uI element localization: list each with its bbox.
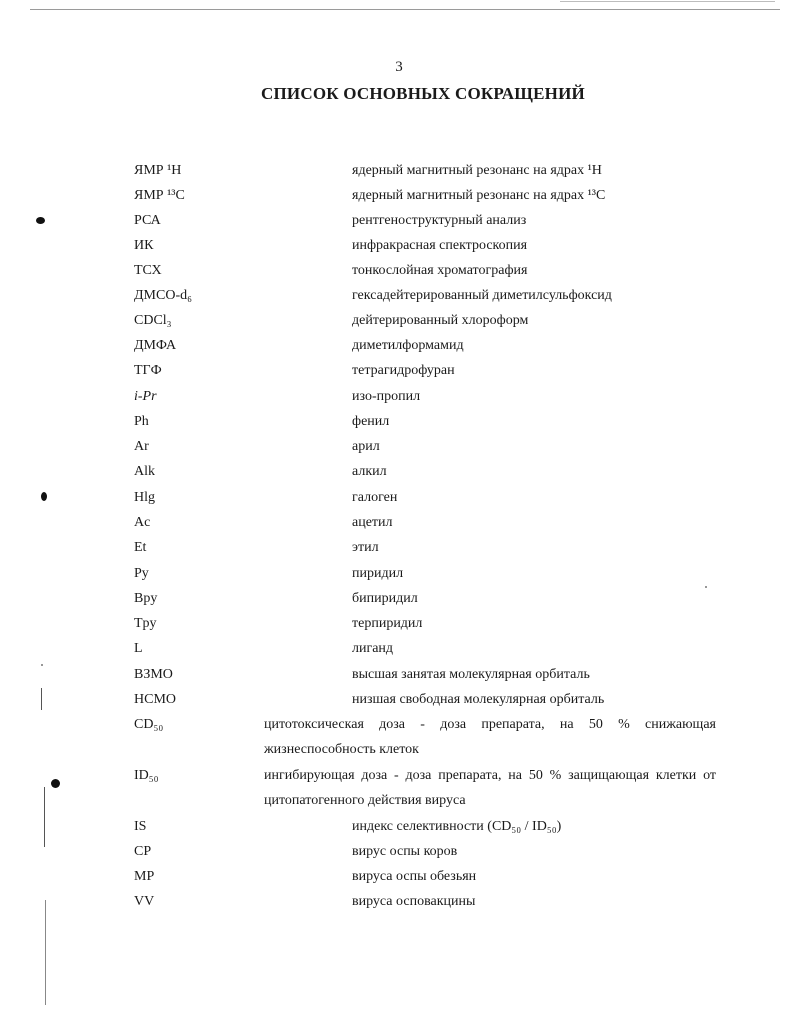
binding-hole-mark bbox=[51, 779, 60, 788]
list-item bbox=[0, 213, 798, 237]
abbreviation: ЯМР ¹H bbox=[134, 163, 182, 178]
margin-scan-line bbox=[45, 900, 46, 1005]
list-item bbox=[0, 844, 798, 868]
list-item bbox=[0, 188, 798, 212]
list-item bbox=[0, 288, 798, 312]
abbreviation: L bbox=[134, 641, 143, 656]
abbreviation: Tpy bbox=[134, 616, 157, 631]
list-item bbox=[0, 566, 798, 590]
list-item bbox=[0, 641, 798, 665]
list-item bbox=[0, 894, 798, 918]
margin-scan-line bbox=[44, 787, 45, 847]
definition: ядерный магнитный резонанс на ядрах ¹H bbox=[352, 163, 602, 178]
abbreviation: РСА bbox=[134, 213, 161, 228]
abbreviation: ИК bbox=[134, 238, 154, 253]
definition-continuation: цитопатогенного действия вируса bbox=[264, 793, 466, 808]
definition: алкил bbox=[352, 464, 387, 479]
definition: пиридил bbox=[352, 566, 404, 581]
margin-scan-line bbox=[41, 688, 42, 710]
binding-hole-mark bbox=[41, 492, 47, 501]
list-item bbox=[0, 515, 798, 539]
scan-edge-line bbox=[30, 9, 780, 10]
list-item bbox=[0, 768, 798, 818]
abbreviation: ТСХ bbox=[134, 263, 162, 278]
abbreviation: НСМО bbox=[134, 692, 177, 707]
abbreviation: ID₅₀ bbox=[134, 768, 159, 783]
list-item bbox=[0, 616, 798, 640]
abbreviation: Ar bbox=[134, 439, 149, 454]
definition: вируса оспы обезьян bbox=[352, 869, 477, 884]
list-item bbox=[0, 464, 798, 488]
page-title: СПИСОК ОСНОВНЫХ СОКРАЩЕНИЙ bbox=[261, 84, 585, 103]
list-item bbox=[0, 414, 798, 438]
definition: низшая свободная молекулярная орбиталь bbox=[352, 692, 605, 707]
list-item bbox=[0, 692, 798, 716]
definition: тетрагидрофуран bbox=[352, 363, 455, 378]
abbreviation: Alk bbox=[134, 464, 155, 479]
list-item bbox=[0, 263, 798, 287]
abbreviation: MP bbox=[134, 869, 155, 884]
definition: фенил bbox=[352, 414, 390, 429]
scan-speck bbox=[705, 586, 707, 588]
definition: галоген bbox=[352, 490, 398, 505]
definition: вирус оспы коров bbox=[352, 844, 458, 859]
definition: цитотоксическая доза - доза препарата, на 50 % снижающая bbox=[264, 717, 716, 732]
list-item bbox=[0, 540, 798, 564]
definition: высшая занятая молекулярная орбиталь bbox=[352, 667, 590, 682]
definition: ацетил bbox=[352, 515, 393, 530]
list-item bbox=[0, 591, 798, 615]
list-item bbox=[0, 338, 798, 362]
definition: этил bbox=[352, 540, 379, 555]
abbreviation: VV bbox=[134, 894, 155, 909]
abbreviation: Et bbox=[134, 540, 147, 555]
abbreviation: ВЗМО bbox=[134, 667, 173, 682]
list-item bbox=[0, 869, 798, 893]
definition-continuation: жизнеспособность клеток bbox=[264, 742, 419, 757]
definition: гексадейтерированный диметилсульфоксид bbox=[352, 288, 612, 303]
definition: лиганд bbox=[352, 641, 394, 656]
abbreviation: i-Pr bbox=[134, 389, 157, 404]
definition: диметилформамид bbox=[352, 338, 464, 353]
list-item bbox=[0, 238, 798, 262]
scan-edge-line bbox=[560, 1, 775, 2]
definition: индекс селективности (CD₅₀ / ID₅₀) bbox=[352, 819, 562, 834]
list-item bbox=[0, 313, 798, 337]
abbreviation: ТГФ bbox=[134, 363, 162, 378]
definition: тонкослойная хроматография bbox=[352, 263, 528, 278]
abbreviation: Ph bbox=[134, 414, 149, 429]
abbreviation: CDCl₃ bbox=[134, 313, 172, 328]
list-item bbox=[0, 363, 798, 387]
abbreviation: ДМСО-d₆ bbox=[134, 288, 192, 303]
list-item bbox=[0, 163, 798, 187]
definition: бипиридил bbox=[352, 591, 418, 606]
binding-hole-mark bbox=[36, 217, 45, 224]
abbreviation: ЯМР ¹³C bbox=[134, 188, 185, 203]
definition: дейтерированный хлороформ bbox=[352, 313, 529, 328]
definition: ингибирующая доза - доза препарата, на 50 % защищающая клетки от bbox=[264, 768, 716, 783]
abbreviation: ДМФА bbox=[134, 338, 177, 353]
page-number: 3 bbox=[395, 59, 403, 75]
definition: изо-пропил bbox=[352, 389, 421, 404]
list-item bbox=[0, 389, 798, 413]
definition: рентгеноструктурный анализ bbox=[352, 213, 527, 228]
list-item bbox=[0, 819, 798, 843]
abbreviation: IS bbox=[134, 819, 147, 834]
list-item bbox=[0, 667, 798, 691]
definition: ядерный магнитный резонанс на ядрах ¹³C bbox=[352, 188, 606, 203]
scan-speck bbox=[41, 664, 43, 666]
abbreviation: Ac bbox=[134, 515, 151, 530]
definition: терпиридил bbox=[352, 616, 423, 631]
abbreviation: CD₅₀ bbox=[134, 717, 164, 732]
definition: арил bbox=[352, 439, 380, 454]
definition: вируса осповакцины bbox=[352, 894, 476, 909]
list-item bbox=[0, 439, 798, 463]
abbreviation: CP bbox=[134, 844, 152, 859]
list-item bbox=[0, 490, 798, 514]
abbreviation: Py bbox=[134, 566, 149, 581]
list-item bbox=[0, 717, 798, 767]
abbreviation: Hlg bbox=[134, 490, 155, 505]
abbreviation: Bpy bbox=[134, 591, 158, 606]
definition: инфракрасная спектроскопия bbox=[352, 238, 528, 253]
